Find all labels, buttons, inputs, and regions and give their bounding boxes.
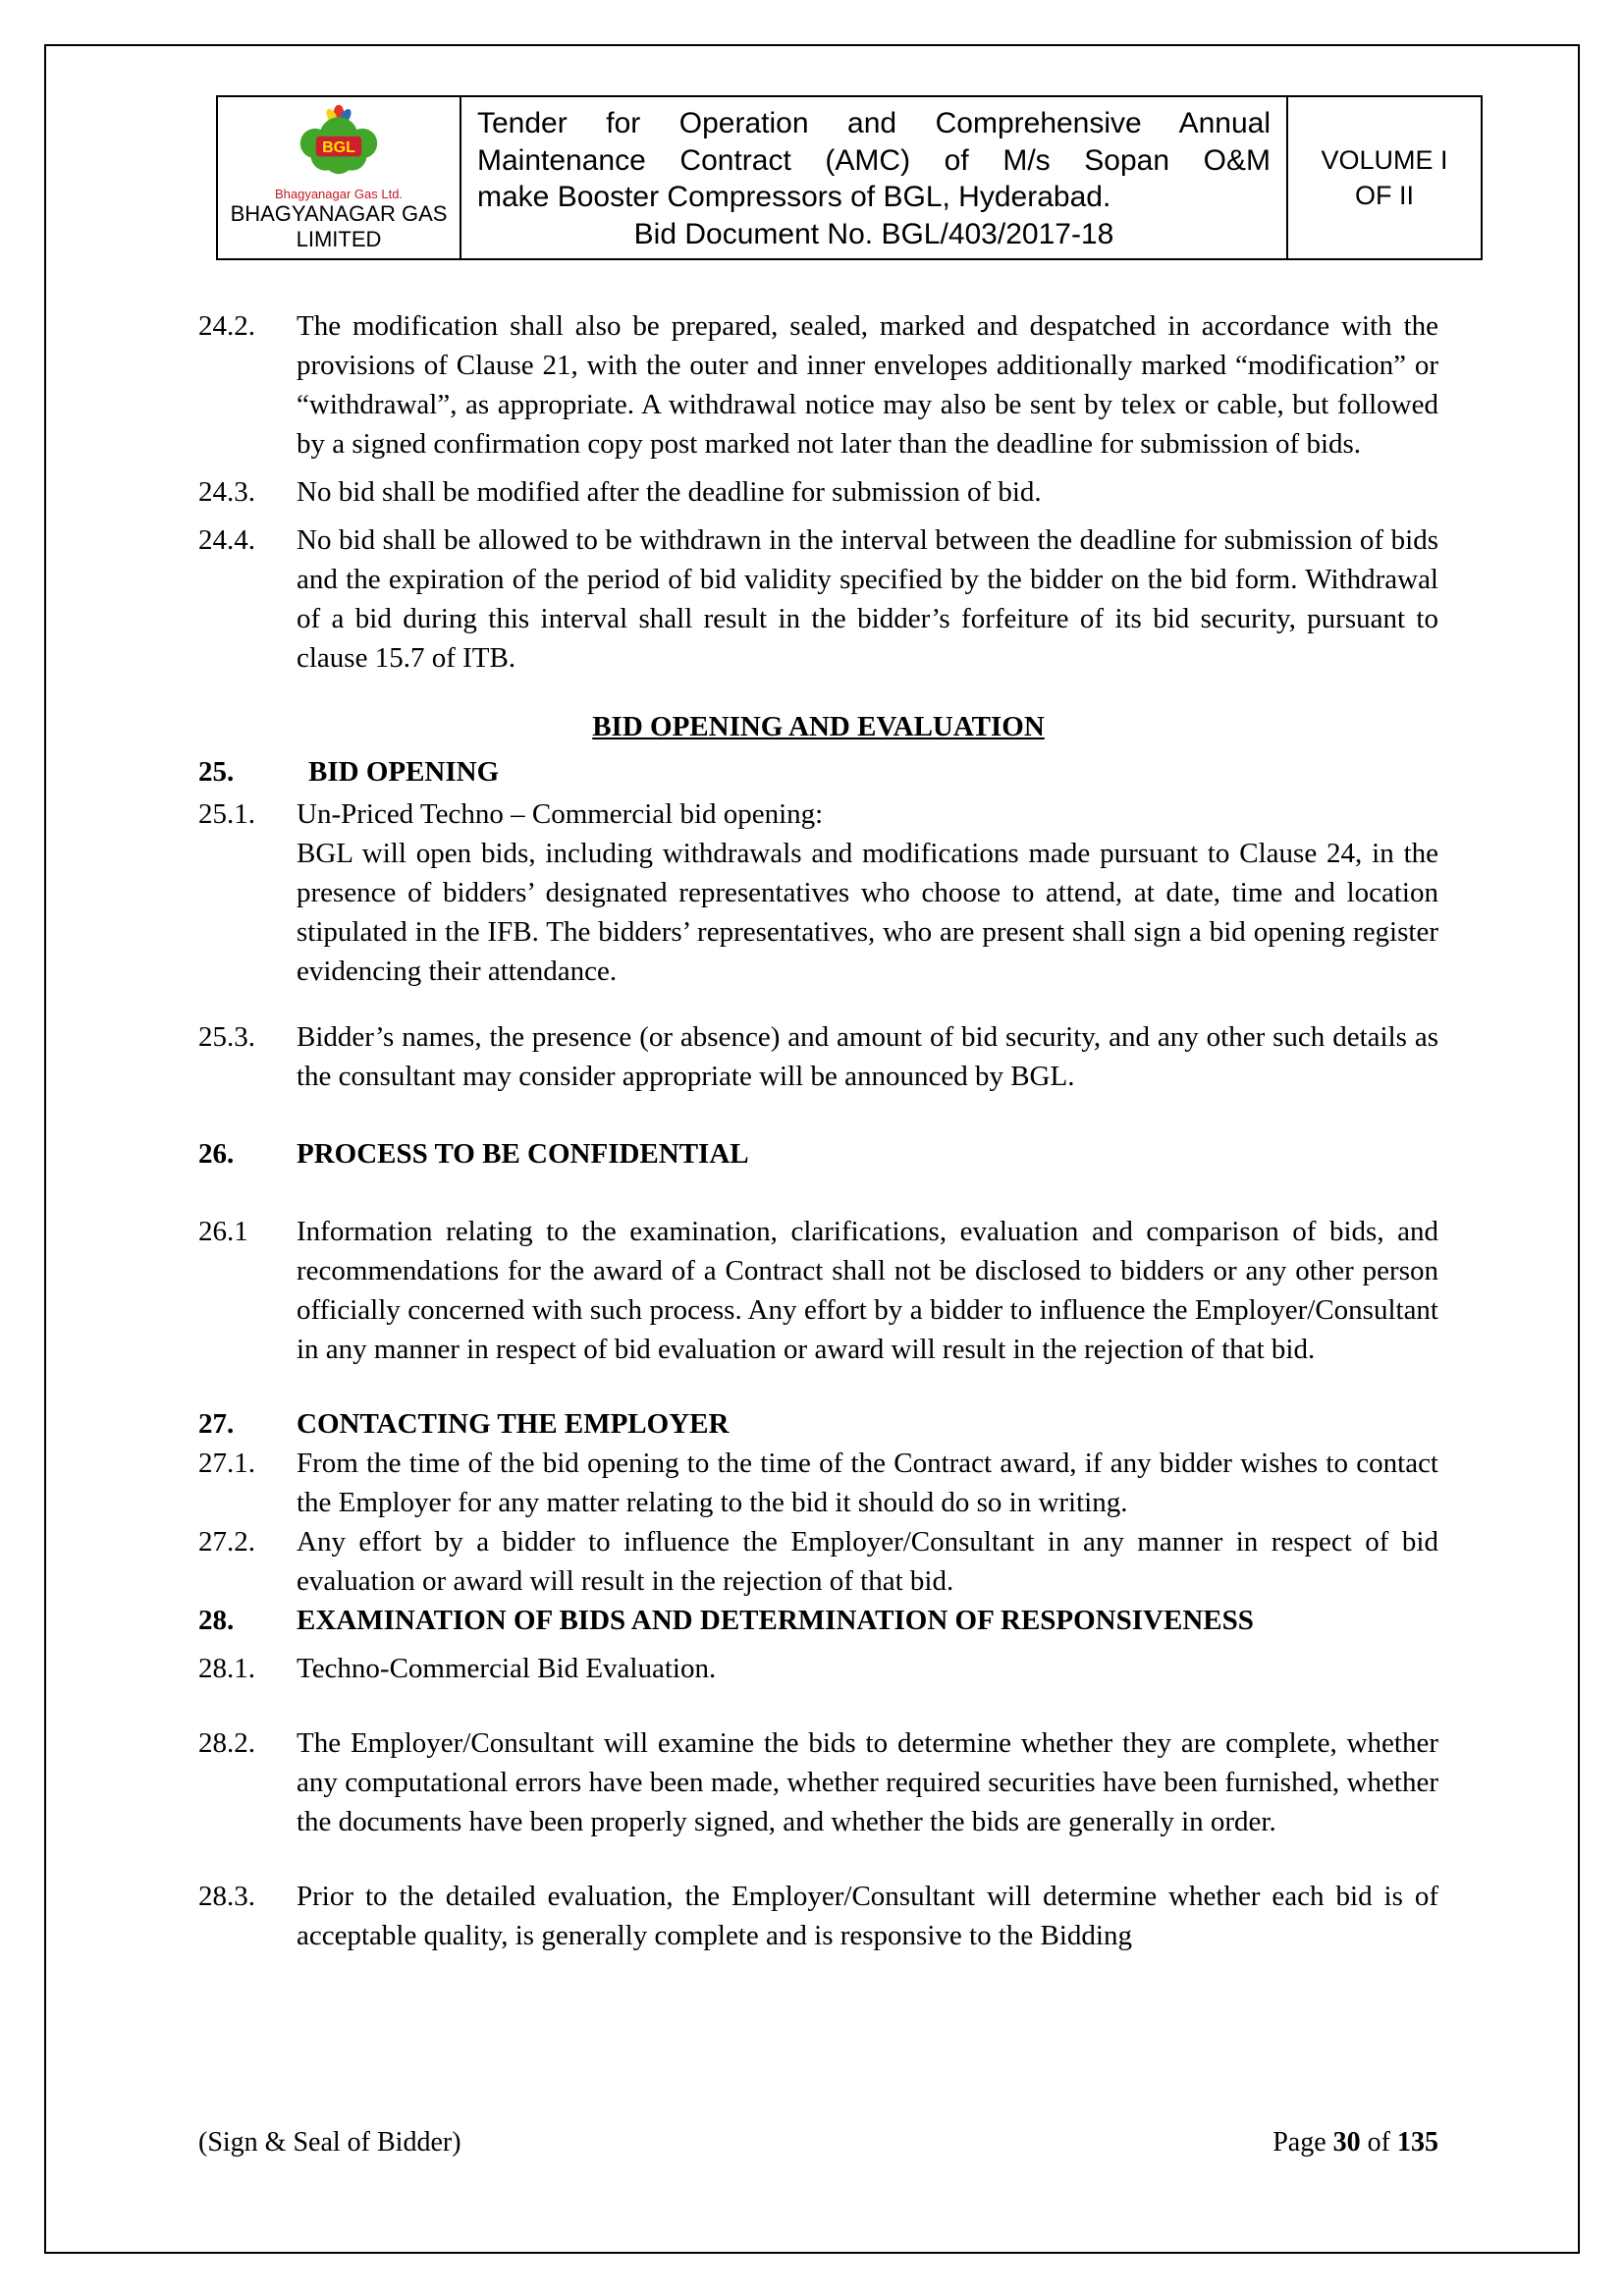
clause-number: 24.3. xyxy=(198,476,255,508)
clause-25-1 xyxy=(198,794,1438,991)
clause-number: 24.4. xyxy=(198,524,255,556)
company-name-line1: BHAGYANAGAR GAS xyxy=(230,201,448,226)
clause-number: 28.1. xyxy=(198,1653,255,1684)
volume-line1: VOLUME I xyxy=(1321,144,1448,175)
clause-text: Any effort by a bidder to influence the Employer/Consultant in any manner in respect of bid evaluation or award will result in the rejection of that bid. xyxy=(297,1526,1438,1597)
document-title-line: Maintenance Contract (AMC) of M/s Sopan O&M xyxy=(477,143,1271,177)
document-header xyxy=(216,95,1483,260)
document-title-cell xyxy=(461,97,1288,258)
clause-25-3 xyxy=(198,1017,1438,1096)
clause-26-1 xyxy=(198,1212,1438,1369)
clause-28-3 xyxy=(198,1877,1438,1955)
bid-document-number: Bid Document No. BGL/403/2017-18 xyxy=(633,217,1114,250)
sign-seal-note: (Sign & Seal of Bidder) xyxy=(198,2127,461,2158)
clause-text: From the time of the bid opening to the time of the Contract award, if any bidder wishes to contact the Employer for any matter relating to the bid it should do so in writing. xyxy=(297,1448,1438,1518)
section-heading-bid-opening-evaluation: BID OPENING AND EVALUATION xyxy=(592,711,1045,742)
page-border-frame xyxy=(44,44,1580,2254)
volume-cell xyxy=(1288,97,1481,258)
heading-27-contacting-employer xyxy=(198,1404,1438,1444)
clause-number: 27.2. xyxy=(198,1526,255,1558)
page-word: Page xyxy=(1272,2127,1333,2158)
clause-number: 27.1. xyxy=(198,1448,255,1479)
document-body xyxy=(198,306,1438,1955)
clause-text-line: BGL will open bids, including withdrawals and modifications made pursuant to Clause 24, in the presence of bidders’ designated representatives who choose to attend, at date, time and location stipulated in the IFB. The bidders’ representatives, who are present shall sign a bid opening register evidencing their attendance. xyxy=(297,838,1438,987)
clause-27-2 xyxy=(198,1522,1438,1601)
clause-number: 28.2. xyxy=(198,1727,255,1759)
clause-number: 28.3. xyxy=(198,1881,255,1912)
page-total: 135 xyxy=(1397,2127,1438,2158)
clause-text: The modification shall also be prepared, sealed, marked and despatched in accordance with the provisions of Clause 21, with the outer and inner envelopes additionally marked “modification” or “withdrawal”, as appropriate. A withdrawal notice may also be sent by telex or cable, but followed by a signed confirmation copy post marked not later than the deadline for submission of bids. xyxy=(297,310,1438,460)
clause-text-line: Un-Priced Techno – Commercial bid opening: xyxy=(297,798,824,830)
clause-number: 26.1 xyxy=(198,1216,248,1247)
clause-28-2 xyxy=(198,1723,1438,1841)
clause-number: 25.1. xyxy=(198,798,255,830)
company-name-line2: LIMITED xyxy=(296,227,382,252)
page-number: 30 xyxy=(1332,2127,1361,2158)
bgl-logo-icon xyxy=(290,103,388,189)
clause-28-1 xyxy=(198,1649,1438,1688)
clause-number: 28. xyxy=(198,1605,235,1636)
heading-text: EXAMINATION OF BIDS AND DETERMINATION OF RESPONSIVENESS xyxy=(297,1605,1254,1636)
heading-25-bid-opening xyxy=(198,752,1438,792)
clause-text: Prior to the detailed evaluation, the Employer/Consultant will determine whether each bid is of acceptable quality, is generally complete and is responsive to the Bidding xyxy=(297,1881,1438,1951)
clause-text: No bid shall be modified after the deadline for submission of bid. xyxy=(297,476,1042,508)
of-word: of xyxy=(1360,2127,1397,2158)
clause-text: No bid shall be allowed to be withdrawn in the interval between the deadline for submission of bids and the expiration of the period of bid validity specified by the bidder on the bid form. Withdrawal of a bid during this interval shall result in the bidder’s forfeiture of its bid security, pursuant to clause 15.7 of ITB. xyxy=(297,524,1438,674)
logo-cell xyxy=(218,97,461,258)
clause-text: The Employer/Consultant will examine the bids to determine whether they are complete, whether any computational errors have been made, whether required securities have been furnished, whether the documents have been properly signed, and whether the bids are generally in order. xyxy=(297,1727,1438,1837)
page-indicator xyxy=(1272,2127,1438,2159)
volume-line2: OF II xyxy=(1355,181,1414,210)
clause-text: Bidder’s names, the presence (or absence) and amount of bid security, and any other such details as the consultant may consider appropriate will be announced by BGL. xyxy=(297,1021,1438,1092)
heading-28-examination-of-bids xyxy=(198,1601,1438,1640)
clause-number: 25. xyxy=(198,756,235,788)
heading-text: BID OPENING xyxy=(308,756,500,788)
logo-caption: Bhagyanagar Gas Ltd. xyxy=(274,187,404,201)
clause-24-4 xyxy=(198,520,1438,678)
document-title-line: Tender for Operation and Comprehensive Annual xyxy=(477,107,1271,139)
heading-text: CONTACTING THE EMPLOYER xyxy=(297,1408,730,1440)
clause-text xyxy=(297,794,1438,991)
clause-27-1 xyxy=(198,1444,1438,1522)
page-footer xyxy=(198,2127,1438,2159)
heading-26-process-confidential xyxy=(198,1134,1438,1174)
heading-text: PROCESS TO BE CONFIDENTIAL xyxy=(297,1138,749,1170)
document-title-line: make Booster Compressors of BGL, Hyderabad. xyxy=(477,181,1111,213)
clause-number: 27. xyxy=(198,1408,235,1440)
logo-text: BGL xyxy=(322,137,355,156)
clause-24-2 xyxy=(198,306,1438,464)
clause-number: 25.3. xyxy=(198,1021,255,1053)
clause-number: 26. xyxy=(198,1138,235,1170)
clause-number: 24.2. xyxy=(198,310,255,342)
clause-text: Information relating to the examination, clarifications, evaluation and comparison of bids, and recommendations for the award of a Contract shall not be disclosed to bidders or any other person officially concerned with such process. Any effort by a bidder to influence the Employer/Consultant in any manner in respect of bid evaluation or award will result in the rejection of that bid. xyxy=(297,1216,1438,1365)
clause-24-3 xyxy=(198,472,1438,512)
clause-text: Techno-Commercial Bid Evaluation. xyxy=(297,1653,717,1684)
